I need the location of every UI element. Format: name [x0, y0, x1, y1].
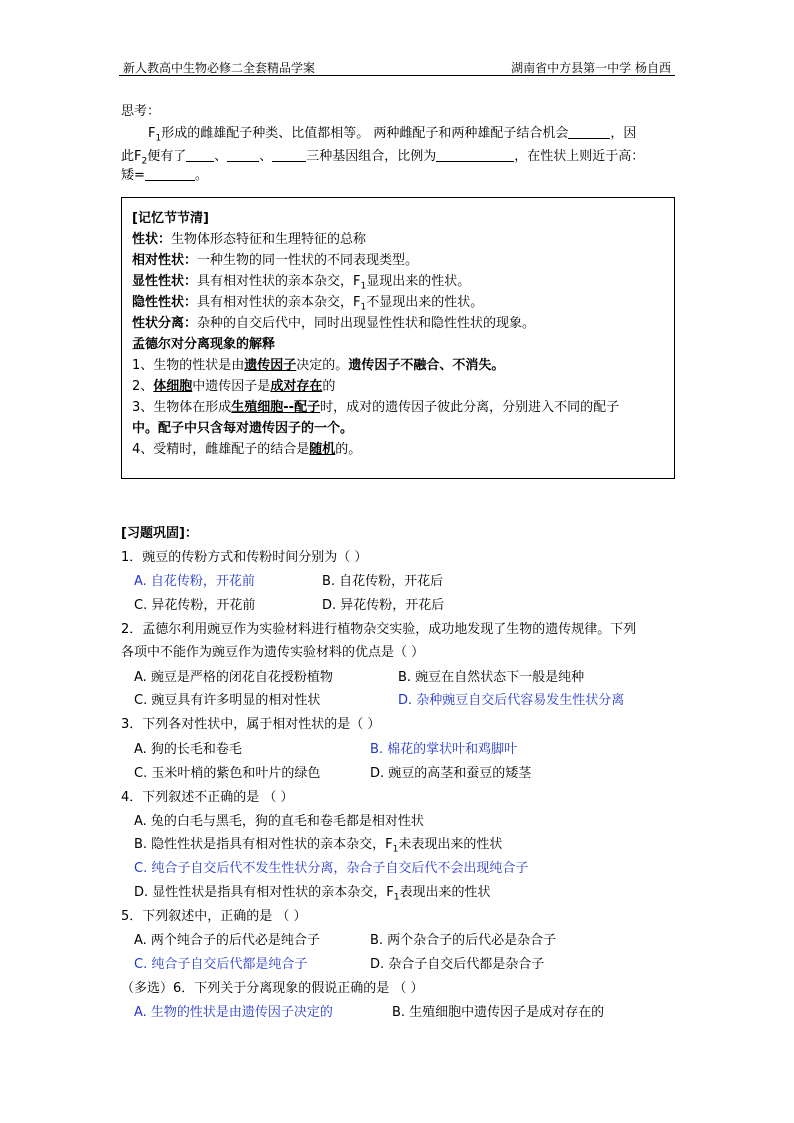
- think-line-2: 此$F_2$便有了 、 、 三种基因组合，比例为 ，在性状上则近于高：: [121, 149, 645, 167]
- q5-option-a: A. 两个纯合子的后代必是纯合子: [134, 933, 320, 948]
- hypothesis-3-cont: 中。配子中只含每对遗传因子的一个。: [132, 421, 354, 436]
- hypothesis-2: 2、体细胞中遗传因子是成对存在的: [132, 379, 336, 394]
- q3-option-c: C. 玉米叶梢的紫色和叶片的绿色: [134, 766, 321, 781]
- q1-option-d: D. 异花传粉，开花后: [322, 598, 445, 613]
- q2-option-a: A. 豌豆是严格的闭花自花授粉植物: [134, 670, 333, 685]
- q6-option-b: B. 生殖细胞中遗传因子是成对存在的: [392, 1005, 605, 1020]
- question-5: 5．下列叙述中，正确的是 （ ）: [121, 909, 307, 924]
- q2-option-d: D. 杂种豌豆自交后代容易发生性状分离: [398, 693, 625, 708]
- memory-box: [121, 197, 675, 479]
- q2-option-c: C. 豌豆具有许多明显的相对性状: [134, 693, 321, 708]
- q4-option-c: C. 纯合子自交后代不发生性状分离，杂合子自交后代不会出现纯合子: [134, 861, 529, 876]
- q4-option-a: A. 兔的白毛与黑毛，狗的直毛和卷毛都是相对性状: [134, 814, 424, 829]
- page-header: [119, 59, 675, 76]
- definition-trait: 性状：生物体形态特征和生理特征的总称: [132, 232, 367, 247]
- memory-title: [记忆节节清]: [132, 211, 209, 226]
- q5-option-c: C. 纯合子自交后代都是纯合子: [134, 957, 308, 972]
- question-1: 1．豌豆的传粉方式和传粉时间分别为（ ）: [121, 550, 368, 565]
- hypothesis-3: 3、生物体在形成生殖细胞--配子时，成对的遗传因子彼此分离，分别进入不同的配子: [132, 400, 620, 415]
- mendel-heading: 孟德尔对分离现象的解释: [132, 337, 276, 352]
- question-2-line-2: 各项中不能作为豌豆作为遗传实验材料的优点是（ ）: [121, 645, 425, 660]
- q1-option-a: A. 自花传粉，开花前: [134, 574, 255, 589]
- q1-option-b: B. 自花传粉，开花后: [322, 574, 444, 589]
- blank: [436, 149, 514, 162]
- blank: [272, 149, 306, 162]
- blank: [568, 126, 610, 139]
- question-6: （多选）6．下列关于分离现象的假说正确的是 （ ）: [121, 981, 424, 996]
- definition-relative-trait: 相对性状：一种生物的同一性状的不同表现类型。: [132, 253, 419, 268]
- question-4: 4．下列叙述不正确的是 （ ）: [121, 790, 294, 805]
- q4-option-b: B. 隐性性状是指具有相对性状的亲本杂交，$F_1$未表现出来的性状: [134, 837, 503, 855]
- blank: [186, 149, 214, 162]
- question-2-line-1: 2．孟德尔利用豌豆作为实验材料进行植物杂交实验，成功地发现了生物的遗传规律。下列: [121, 622, 637, 637]
- header-left: 新人教高中生物必修二全套精品学案: [123, 61, 316, 75]
- q5-option-d: D. 杂合子自交后代都是杂合子: [370, 957, 545, 972]
- q3-option-a: A. 狗的长毛和卷毛: [134, 742, 242, 757]
- blank: [145, 168, 195, 181]
- think-line-3: 矮= 。: [121, 168, 208, 183]
- hypothesis-4: 4、受精时，雌雄配子的结合是随机的。: [132, 442, 362, 457]
- exercise-title: [习题巩固]：: [121, 526, 198, 541]
- q6-option-a: A. 生物的性状是由遗传因子决定的: [134, 1005, 333, 1020]
- q3-option-b: B. 棉花的掌状叶和鸡脚叶: [370, 742, 518, 757]
- q3-option-d: D. 豌豆的高茎和蚕豆的矮茎: [370, 766, 532, 781]
- think-title: 思考：: [121, 104, 161, 119]
- q2-option-b: B. 豌豆在自然状态下一般是纯种: [398, 670, 585, 685]
- blank: [227, 149, 259, 162]
- think-line-1: $F_1$形成的雌雄配子种类、比值都相等。 两种雌配子和两种雄配子结合机会 ，因: [148, 126, 637, 144]
- q4-option-d: D. 显性性状是指具有相对性状的亲本杂交，$F_1$表现出来的性状: [134, 885, 491, 903]
- q5-option-b: B. 两个杂合子的后代必是杂合子: [370, 933, 557, 948]
- definition-segregation: 性状分离：杂种的自交后代中，同时出现显性性状和隐性性状的现象。: [132, 316, 536, 331]
- header-right: 湖南省中方县第一中学 杨自西: [511, 61, 671, 75]
- question-3: 3．下列各对性状中，属于相对性状的是（ ）: [121, 717, 381, 732]
- definition-dominant-trait: 显性性状：具有相对性状的亲本杂交，$F_1$显现出来的性状。: [132, 274, 471, 292]
- q1-option-c: C. 异花传粉，开花前: [134, 598, 256, 613]
- hypothesis-1: 1、生物的性状是由遗传因子决定的。遗传因子不融合、不消失。: [132, 358, 505, 373]
- definition-recessive-trait: 隐性性状：具有相对性状的亲本杂交，$F_1$不显现出来的性状。: [132, 295, 484, 313]
